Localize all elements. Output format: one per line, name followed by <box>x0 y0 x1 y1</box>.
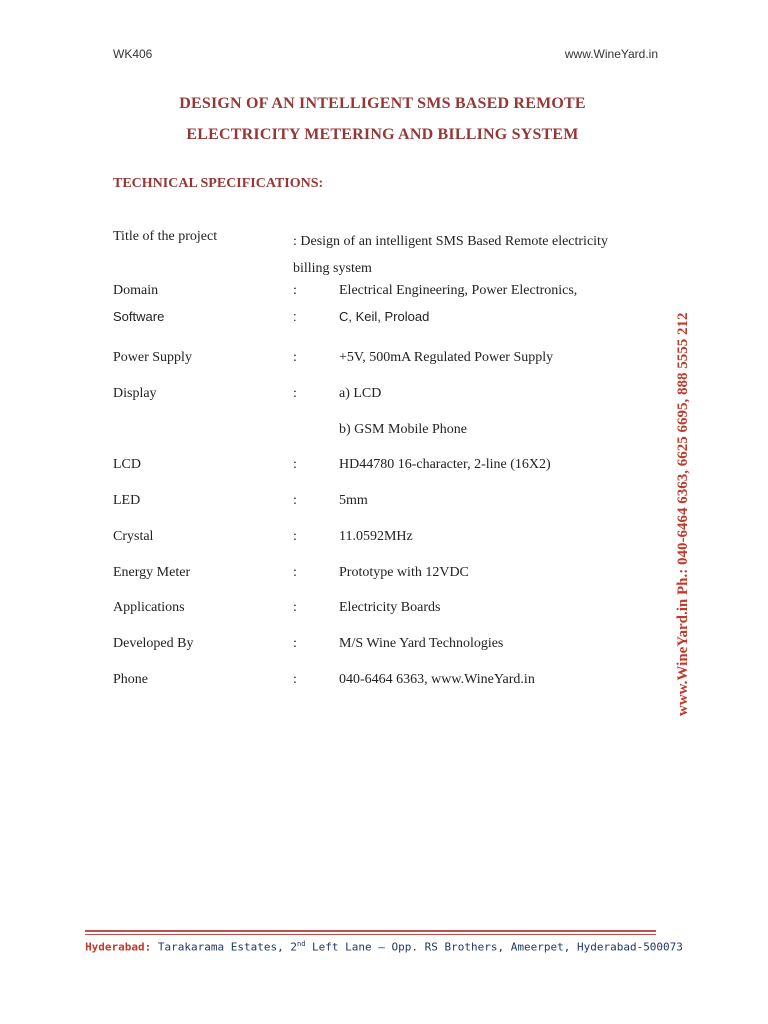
footer-address-sup: nd <box>297 940 306 948</box>
spec-label: Title of the project <box>113 229 218 244</box>
spec-colon: : <box>293 636 297 651</box>
section-heading: TECHNICAL SPECIFICATIONS: <box>113 176 324 191</box>
footer-address-part1: Tarakarama Estates, 2 <box>151 940 297 954</box>
spec-label: Energy Meter <box>113 565 191 580</box>
spec-label: Power Supply <box>113 350 192 365</box>
spec-colon: : <box>293 350 297 365</box>
spec-label: Crystal <box>113 529 154 544</box>
spec-label: Developed By <box>113 636 194 651</box>
spec-value: a) LCD <box>339 386 382 401</box>
spec-value: 11.0592MHz <box>339 529 413 544</box>
footer-address <box>0 940 768 954</box>
spec-colon: : <box>293 386 297 401</box>
spec-label: Domain <box>113 283 159 298</box>
spec-value: M/S Wine Yard Technologies <box>339 636 504 651</box>
spec-value: +5V, 500mA Regulated Power Supply <box>339 350 554 365</box>
spec-value-text: Design of an intelligent SMS Based Remote electricity billing system <box>293 234 608 276</box>
document-title-line2: ELECTRICITY METERING AND BILLING SYSTEM <box>186 126 579 143</box>
spec-label: LED <box>113 493 141 508</box>
spec-colon: : <box>293 565 297 580</box>
spec-value: Prototype with 12VDC <box>339 565 469 580</box>
spec-colon: : <box>293 283 297 298</box>
spec-colon: : <box>293 529 297 544</box>
footer-rule-bottom <box>85 934 656 935</box>
spec-value <box>293 228 643 282</box>
spec-colon: : <box>293 600 297 615</box>
spec-colon: : <box>293 493 297 508</box>
spec-label: Software <box>113 309 165 324</box>
spec-value: Electricity Boards <box>339 600 441 615</box>
spec-value: 5mm <box>339 493 368 508</box>
spec-colon: : <box>293 457 297 472</box>
side-contact-note: www.WineYard.in Ph.: 040-6464 6363, 6625 6695, 888 5555 212 <box>675 312 691 716</box>
spec-colon: : <box>293 672 297 687</box>
spec-value: b) GSM Mobile Phone <box>339 422 467 437</box>
spec-colon: : <box>293 234 297 249</box>
header-site: www.WineYard.in <box>564 47 658 61</box>
spec-value: HD44780 16-character, 2-line (16X2) <box>339 457 551 472</box>
spec-value: C, Keil, Proload <box>339 309 430 324</box>
document-title-line1: DESIGN OF AN INTELLIGENT SMS BASED REMOTE <box>179 95 586 112</box>
header-code: WK406 <box>113 47 153 61</box>
spec-label: Phone <box>113 672 148 687</box>
spec-value: 040-6464 6363, www.WineYard.in <box>339 672 535 687</box>
spec-label: Display <box>113 386 157 401</box>
footer-address-part2: Left Lane – Opp. RS Brothers, Ameerpet, Hyderabad-500073 <box>305 940 683 954</box>
spec-colon: : <box>293 309 297 324</box>
spec-value: Electrical Engineering, Power Electronics, <box>339 283 578 298</box>
spec-label: LCD <box>113 457 141 472</box>
spec-label: Applications <box>113 600 185 615</box>
footer-rule-top <box>85 930 656 932</box>
footer-city: Hyderabad: <box>85 940 152 954</box>
